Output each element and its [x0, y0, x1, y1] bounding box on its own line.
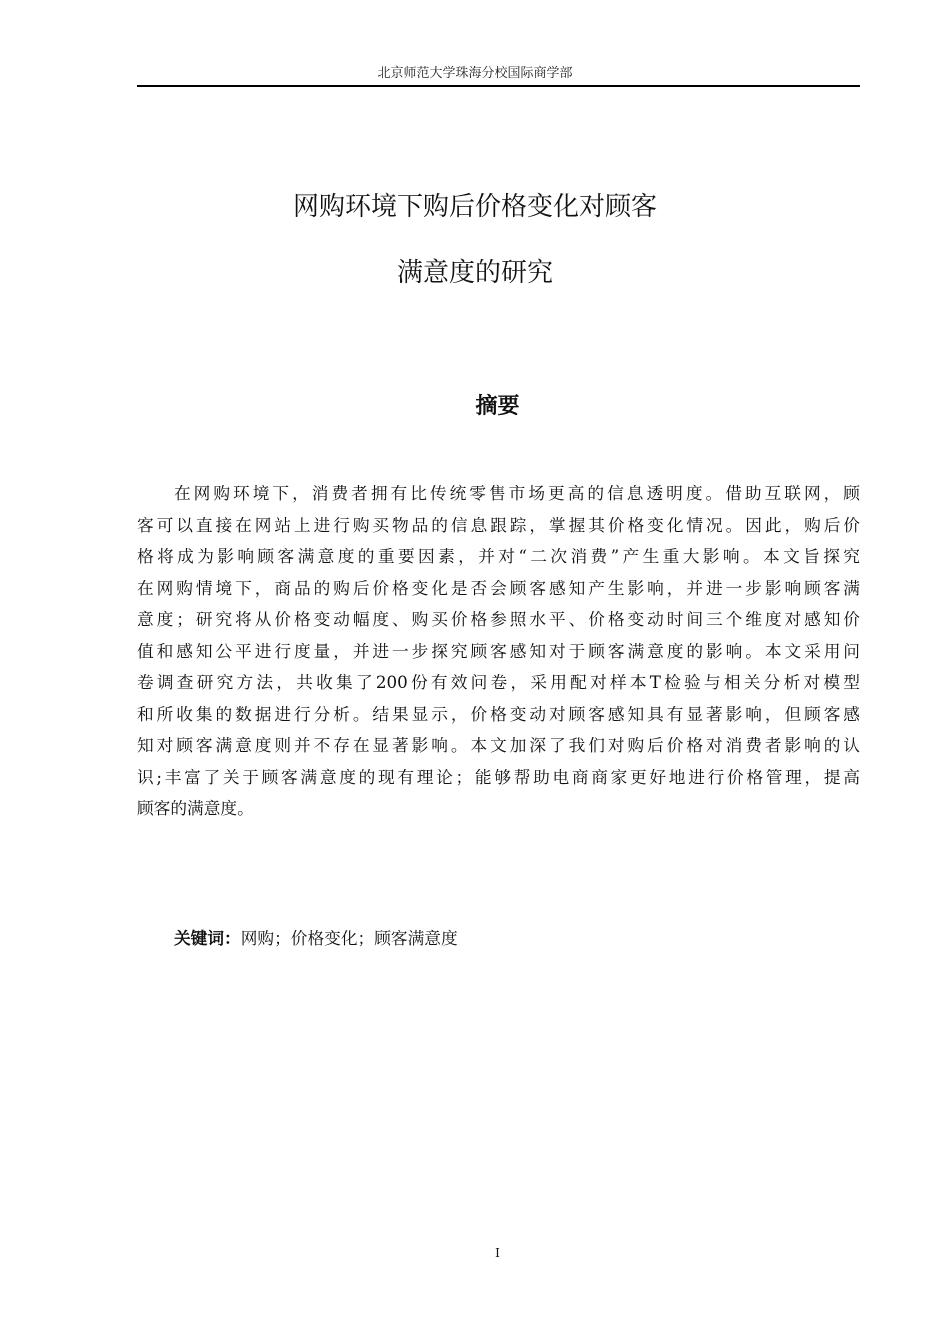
- abstract-line: 顾客的满意度。: [137, 798, 254, 818]
- header-rule: [137, 85, 860, 87]
- abstract-line: 和所收集的数据进行分析。结果显示，价格变动对顾客感知具有显著影响，但顾客感: [137, 703, 860, 724]
- abstract-line: 知对顾客满意度则并不存在显著影响。本文加深了我们对购后价格对消费者影响的认: [137, 735, 860, 755]
- abstract-line: 客可以直接在网站上进行购买物品的信息跟踪，掌握其价格变化情况。因此，购后价: [137, 514, 860, 535]
- page-number: I: [495, 1246, 500, 1260]
- running-header: 北京师范大学珠海分校国际商学部: [377, 66, 573, 81]
- paper-title-line-1: 网购环境下购后价格变化对顾客: [292, 192, 657, 222]
- abstract-line: 卷调查研究方法，共收集了200份有效问卷，采用配对样本T检验与相关分析对模型: [137, 672, 860, 692]
- abstract-line: 格将成为影响顾客满意度的重要因素，并对“二次消费”产生重大影响。本文旨探究: [137, 546, 860, 566]
- abstract-line: 识;丰富了关于顾客满意度的现有理论；能够帮助电商商家更好地进行价格管理，提高: [137, 766, 860, 787]
- abstract-line: 意度；研究将从价格变动幅度、购买价格参照水平、价格变动时间三个维度对感知价: [137, 609, 860, 629]
- abstract-line: 在网购环境下，消费者拥有比传统零售市场更高的信息透明度。借助互联网，顾: [174, 483, 860, 503]
- keywords-text: 网购；价格变化；顾客满意度: [240, 928, 458, 948]
- abstract-body: [137, 478, 860, 825]
- keywords-label: 关键词：: [174, 928, 241, 948]
- abstract-heading: 摘要: [475, 394, 520, 419]
- abstract-line: 值和感知公平进行度量，并进一步探究顾客感知对于顾客满意度的影响。本文采用问: [137, 640, 860, 661]
- paper-title-line-2: 满意度的研究: [396, 258, 553, 288]
- abstract-line: 在网购情境下，商品的购后价格变化是否会顾客感知产生影响，并进一步影响顾客满: [137, 577, 860, 598]
- keywords: [174, 926, 458, 950]
